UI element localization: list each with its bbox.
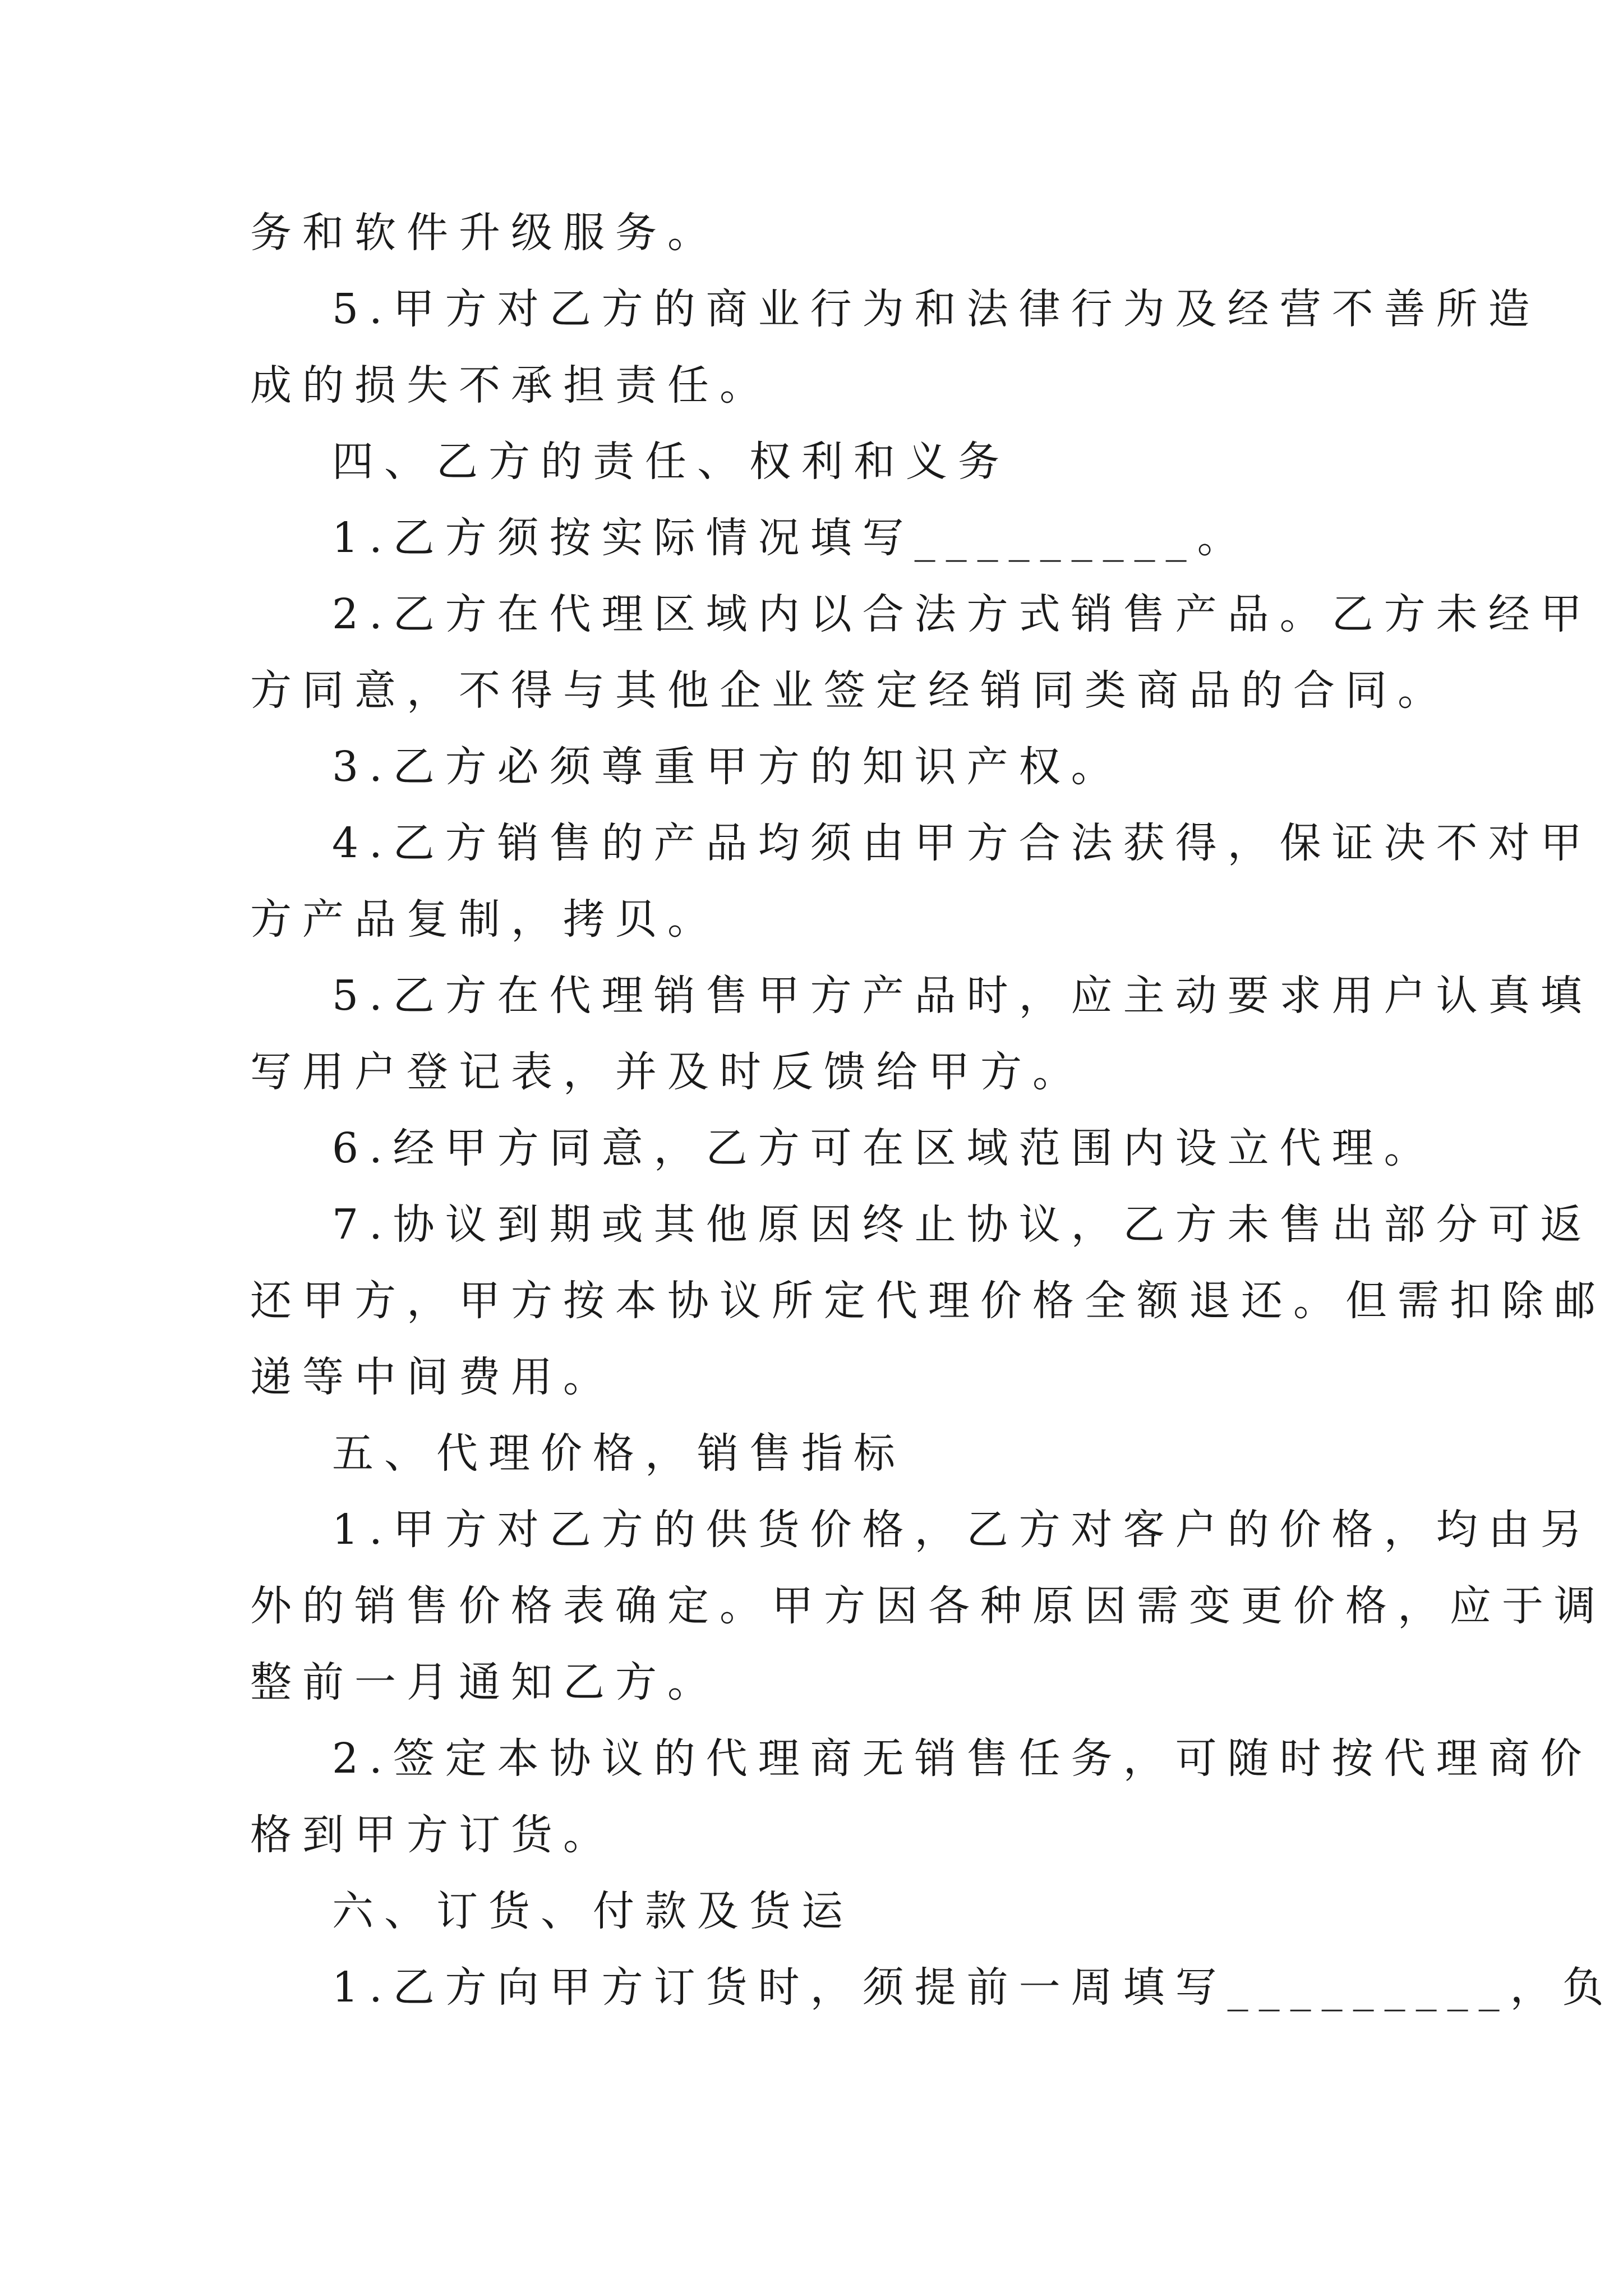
- text-line: 5.乙方在代理销售甲方产品时，应主动要求用户认真填: [332, 972, 1593, 1020]
- text-line: 6.经甲方同意，乙方可在区域范围内设立代理。: [332, 1124, 1436, 1172]
- text-line: 2.乙方在代理区域内以合法方式销售产品。乙方未经甲: [332, 590, 1593, 638]
- text-line: 方同意，不得与其他企业签定经销同类商品的合同。: [250, 666, 1450, 715]
- text-line: 格到甲方订货。: [250, 1811, 615, 1859]
- text-line: 5.甲方对乙方的商业行为和法律行为及经营不善所造: [332, 285, 1541, 333]
- text-line: 务和软件升级服务。: [250, 209, 720, 257]
- text-line: 2.签定本协议的代理商无销售任务，可随时按代理商价: [332, 1734, 1593, 1783]
- text-line: 整前一月通知乙方。: [250, 1658, 720, 1706]
- text-line: 递等中间费用。: [250, 1353, 615, 1401]
- text-line: 4.乙方销售的产品均须由甲方合法获得，保证决不对甲: [332, 819, 1593, 867]
- text-line: 1.乙方须按实际情况填写_________。: [332, 514, 1249, 562]
- text-line: 1.甲方对乙方的供货价格，乙方对客户的价格，均由另: [332, 1506, 1593, 1554]
- text-line: 外的销售价格表确定。甲方因各种原因需变更价格，应于调: [250, 1582, 1606, 1630]
- text-line: 还甲方，甲方按本协议所定代理价格全额退还。但需扣除邮: [250, 1277, 1606, 1325]
- text-line: 成的损失不承担责任。: [250, 361, 772, 409]
- text-line: 写用户登记表，并及时反馈给甲方。: [250, 1048, 1085, 1096]
- text-line: 7.协议到期或其他原因终止协议，乙方未售出部分可返: [332, 1200, 1593, 1249]
- section-heading: 六、订货、付款及货运: [332, 1887, 854, 1935]
- text-line: 3.乙方必须尊重甲方的知识产权。: [332, 743, 1123, 791]
- text-line: 方产品复制，拷贝。: [250, 895, 720, 944]
- section-heading: 四、乙方的责任、权利和义务: [332, 438, 1010, 486]
- text-line: 1.乙方向甲方订货时，须提前一周填写_________，负: [332, 1963, 1615, 2012]
- section-heading: 五、代理价格，销售指标: [332, 1429, 906, 1478]
